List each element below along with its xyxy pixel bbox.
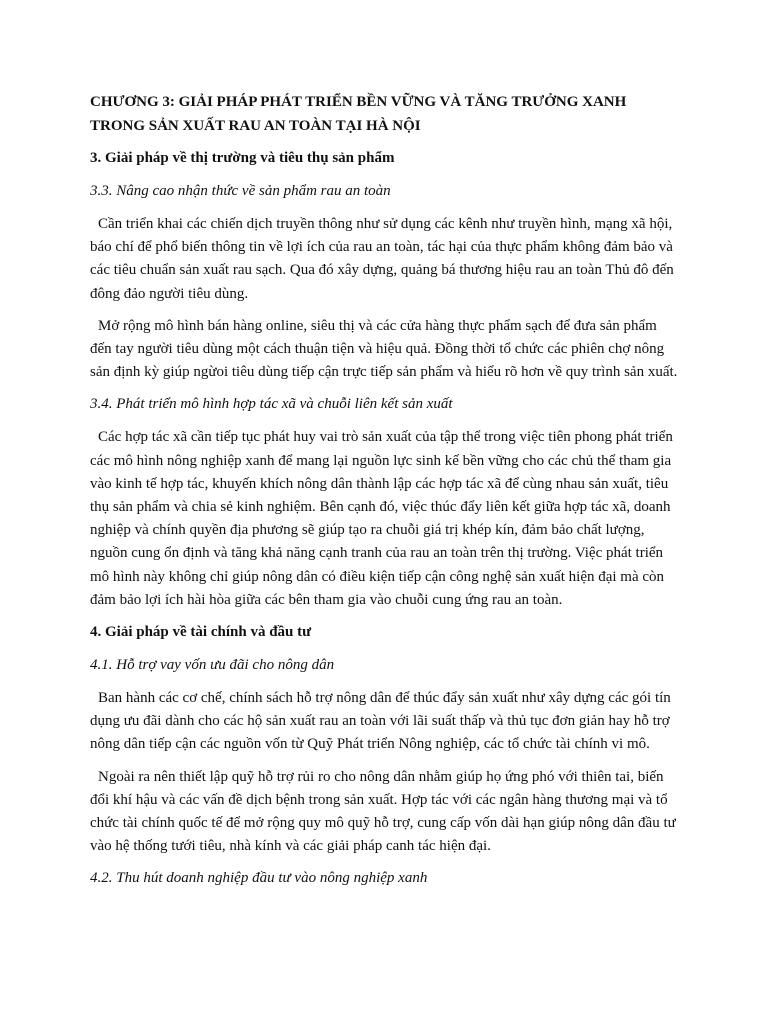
paragraph-3-3-1: Cần triển khai các chiến dịch truyền thông như sử dụng các kênh như truyền hình, mạng xã hội, báo chí để phổ biến thông tin về lợi ích của rau an toàn, tác hại của thực phẩm không đảm bảo và các tiêu chuẩn sản xuất rau sạch. Qua đó xây dựng, quảng bá thương hiệu rau an toàn Thủ đô đến đông đảo người tiêu dùng.: [90, 216, 674, 302]
paragraph-3-3-2: Mở rộng mô hình bán hàng online, siêu thị và các cửa hàng thực phẩm sạch để đưa sản phẩm đến tay người tiêu dùng một cách thuận tiện và hiệu quả. Đồng thời tổ chức các phiên chợ nông sản định kỳ giúp ngừoi tiêu dùng tiếp cận trực tiếp sản phẩm và hiểu rõ hơn về quy trình sản xuất.: [90, 317, 678, 381]
section-heading-4: 4. Giải pháp về tài chính và đầu tư: [90, 624, 312, 641]
subsection-heading-3-3: 3.3. Nâng cao nhận thức về sản phẩm rau an toàn: [90, 183, 391, 199]
document-page: [90, 90, 682, 900]
paragraph-4-1-2: Ngoài ra nên thiết lập quỹ hỗ trợ rủi ro cho nông dân nhằm giúp họ ứng phó với thiên tai, biến đổi khí hậu và các vấn đề dịch bệnh trong sản xuất. Hợp tác với các ngân hàng thương mại và tổ chức tài chính quốc tế để mở rộng quy mô quỹ hỗ trợ, cung cấp vốn dài hạn giúp nông dân đầu tư vào hệ thống tưới tiêu, nhà kính và các giải pháp canh tác hiện đại.: [90, 768, 676, 855]
paragraph-4-1-1: Ban hành các cơ chế, chính sách hỗ trợ nông dân để thúc đẩy sản xuất như xây dựng các gói tín dụng ưu đãi dành cho các hộ sản xuất rau an toàn với lãi suất thấp và thủ tục đơn giản hay hỗ trợ nông dân tiếp cận các nguồn vốn từ Quỹ Phát triển Nông nghiệp, các tổ chức tài chính vi mô.: [90, 690, 671, 753]
section-heading-3: 3. Giải pháp về thị trường và tiêu thụ sản phẩm: [90, 150, 395, 166]
paragraph-3-4-1: Các hợp tác xã cần tiếp tục phát huy vai trò sản xuất của tập thể trong việc tiên phong phát triển các mô hình nông nghiệp xanh để mang lại nguồn lực sinh kế bền vững cho các chủ thể tham gia vào kinh tế hợp tác, khuyến khích nông dân thành lập các hợp tác xã để cùng nhau sản xuất, tiêu thụ sản phẩm và chia sẻ kinh nghiệm. Bên cạnh đó, việc thúc đẩy liên kết giữa hợp tác xã, doanh nghiệp và chính quyền địa phương sẽ giúp tạo ra chuỗi giá trị khép kín, đảm bảo chất lượng, nguồn cung ổn định và tăng khả năng cạnh tranh của rau an toàn trên thị trường. Việc phát triển mô hình này không chỉ giúp nông dân có điều kiện tiếp cận công nghệ sản xuất hiện đại mà còn đảm bảo lợi ích hài hòa giữa các bên tham gia vào chuỗi cung ứng rau an toàn.: [90, 429, 673, 608]
subsection-heading-4-2: 4.2. Thu hút doanh nghiệp đầu tư vào nông nghiệp xanh: [90, 870, 428, 887]
subsection-heading-4-1: 4.1. Hỗ trợ vay vốn ưu đãi cho nông dân: [90, 657, 335, 674]
chapter-title: CHƯƠNG 3: GIẢI PHÁP PHÁT TRIỂN BỀN VỮNG VÀ TĂNG TRƯỞNG XANH TRONG SẢN XUẤT RAU AN TOÀN TẠI HÀ NỘI: [90, 94, 627, 134]
subsection-heading-3-4: 3.4. Phát triển mô hình hợp tác xã và chuỗi liên kết sản xuất: [90, 396, 453, 413]
